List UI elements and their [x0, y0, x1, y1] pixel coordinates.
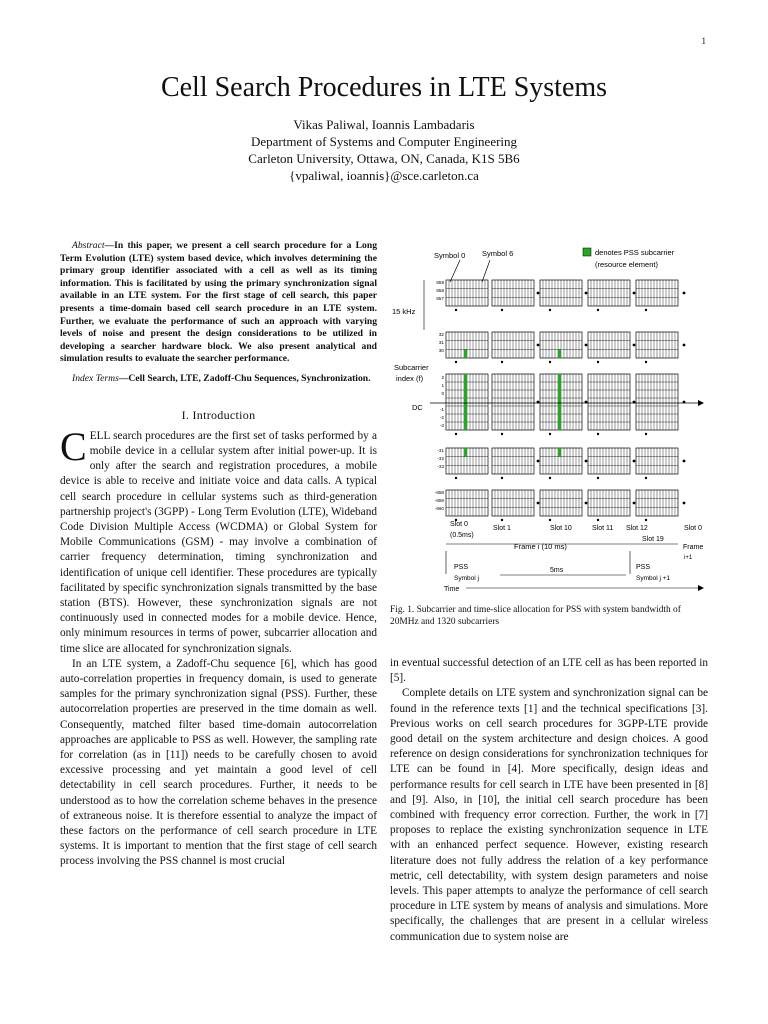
- abstract-text: —In this paper, we present a cell search procedure for a Long Term Evolution (LTE) system based device, which involves determining the primary group identifier associated with a cell as well as its timing information. This is facilitated by using the primary synchronization signal available in an LTE system. For the first stage of cell search, this paper presents a time-domain based cell search procedure in an LTE system. Further, we evaluate the performance of such an approach with varying levels of noise and present the design considerations to be utilized in developing a searcher hardware block. We also present analytical and simulation results to evaluate the searcher performance.: [60, 240, 377, 365]
- continuation-dot: [537, 292, 540, 295]
- row-label: 2: [441, 375, 444, 380]
- slot-label-11: Slot 11: [592, 525, 614, 532]
- row-label: -31: [437, 448, 444, 453]
- grid-block-mid-2: [540, 332, 582, 358]
- row-label: 31: [438, 340, 444, 345]
- grid-block-bot-1: [492, 490, 534, 516]
- symbol0-label: Symbol 0: [434, 251, 466, 260]
- continuation-dot: [537, 460, 540, 463]
- pss-subcarrier-cell: [464, 448, 467, 457]
- continuation-dot: [585, 460, 588, 463]
- continuation-dot: [683, 460, 686, 463]
- vertical-dot: [549, 433, 551, 435]
- vertical-dot: [501, 519, 503, 521]
- drop-cap: C: [60, 423, 87, 469]
- slot-label-12: Slot 12: [626, 525, 648, 532]
- pss-symbol-2: Symbol j +1: [636, 575, 671, 582]
- grid-block-top-3: [588, 280, 630, 306]
- grid-block-mid-0: [446, 332, 488, 358]
- right-column: [390, 656, 708, 945]
- grid-block-dc-3: [588, 374, 630, 430]
- grid-block-low-2: [540, 448, 582, 474]
- author-block: [0, 116, 768, 184]
- grid-block-mid-3: [588, 332, 630, 358]
- continuation-dot: [633, 344, 636, 347]
- vertical-dot: [597, 361, 599, 363]
- continuation-dot: [683, 292, 686, 295]
- pss-subcarrier-cell: [558, 374, 561, 430]
- right-paragraph-1: in eventual successful detection of an LTE cell as has been reported in [5].: [390, 657, 708, 685]
- slot-duration: (0.5ms): [450, 532, 474, 539]
- pss-subcarrier-cell: [558, 349, 561, 358]
- grid-block-top-1: [492, 280, 534, 306]
- affiliation-department: Department of Systems and Computer Engineering: [250, 134, 518, 149]
- figure-1: [390, 244, 712, 594]
- index-terms-text: —Cell Search, LTE, Zadoff-Chu Sequences, Synchronization.: [118, 372, 371, 384]
- row-label: 30: [438, 348, 444, 353]
- vertical-dot: [455, 309, 457, 311]
- affiliation-university: Carleton University, Ottawa, ON, Canada, K1S 5B6: [248, 151, 520, 166]
- vertical-dot: [501, 361, 503, 363]
- grid-block-bot-2: [540, 490, 582, 516]
- vertical-dot: [501, 433, 503, 435]
- row-labels: [435, 280, 445, 511]
- vertical-dot: [455, 433, 457, 435]
- dc-label: DC: [412, 403, 423, 412]
- author-emails: {vpaliwal, ioannis}@sce.carleton.ca: [289, 168, 479, 183]
- intro-paragraph-1: [60, 423, 377, 657]
- grid-block-dc-2: [540, 374, 582, 430]
- row-label: -2: [439, 415, 444, 420]
- continuation-dot: [633, 460, 636, 463]
- grid-block-dc-1: [492, 374, 534, 430]
- grid-block-low-4: [636, 448, 678, 474]
- grid-block-low-0: [446, 448, 488, 474]
- time-label: Time: [444, 586, 460, 593]
- slot-label-1: Slot 1: [493, 525, 511, 532]
- continuation-dot: [683, 344, 686, 347]
- grid-block-bot-0: [446, 490, 488, 516]
- vertical-dot: [455, 477, 457, 479]
- index-label: index (f): [396, 374, 424, 383]
- row-label: 32: [438, 332, 444, 337]
- frame-i-label: Frame i (10 ms): [514, 542, 567, 551]
- row-label: -3: [439, 423, 444, 428]
- grid-block-top-0: [446, 280, 488, 306]
- grid-block-top-4: [636, 280, 678, 306]
- legend-swatch: [583, 248, 591, 256]
- grid-block-bot-3: [588, 490, 630, 516]
- continuation-dot: [585, 344, 588, 347]
- continuation-dot: [633, 502, 636, 505]
- row-label: -32: [437, 456, 444, 461]
- vertical-dot: [645, 361, 647, 363]
- row-label: 658: [436, 288, 444, 293]
- pss-symbol-1: Symbol j: [454, 575, 479, 582]
- page-number: 1: [701, 36, 706, 46]
- vertical-dot: [501, 477, 503, 479]
- continuation-dot: [585, 502, 588, 505]
- vertical-dot: [597, 477, 599, 479]
- resource-grids: [446, 280, 685, 521]
- pss-allocation-diagram: [390, 244, 712, 594]
- continuation-dot: [683, 502, 686, 505]
- grid-block-bot-4: [636, 490, 678, 516]
- row-label: 657: [436, 296, 444, 301]
- right-paragraph-2: Complete details on LTE system and synchronization signal can be found in the reference texts [1] and the technical specifications [3]. Previous works on cell search procedures for 3GPP-LTE provide good detail on the system architecture and design choices. A good reference on design considerations for synchronization techniques for LTE can be found in [4]. More specifically, design ideas and performance results for cell search in LTE have been presented in [8] and [9]. Also, in [10], the initial cell search procedure has been combined with frequency error correction. Further, the work in [7] proposes to replace the existing synchronization sequence in LTE with an enhanced perfect sequence. However, existing research literature does not fully address the relation of a key performance metric, cell detectability, with system design parameters and noise levels. This paper attempts to analyze the performance of cell search procedure in LTE system by means of analysis and simulations. More specifically, the challenges that are present in a cellular wireless communication due to system noise are: [390, 687, 708, 943]
- pss-label-1: PSS: [454, 564, 469, 571]
- abstract-label: Abstract: [72, 240, 105, 251]
- vertical-dot: [597, 309, 599, 311]
- intro-paragraph-2: In an LTE system, a Zadoff-Chu sequence [6], which has good auto-correlation properties in frequency domain, is used to generate samples for the primary synchronization signal (PSS). Further, these autocorrelation properties are preserved in the time domain as well. Consequently, matched filter based time-domain autocorrelation approaches are applicable to PSS as well. However, the sampling rate for correlation (as in [11]) needs to be carefully chosen to avoid excessive processing and yet maintain a good level of cell detectability in cell search procedures. Further, it needs to be understood as to how the correlation scheme behaves in the presence of extraneous noise. It is therefore essential to analyze the impact of these factors on the performance of cell search procedure in LTE systems. It is important to mention that the first stage of cell search process involving the PSS channel is most crucial: [60, 657, 377, 868]
- index-terms: [60, 373, 377, 386]
- figure-caption: Fig. 1. Subcarrier and time-slice allocation for PSS with system bandwidth of 20MHz and 1320 subcarriers: [390, 605, 681, 627]
- dc-arrowhead: [698, 400, 704, 406]
- frame-next-index: i+1: [684, 555, 693, 561]
- row-label: -33: [437, 464, 444, 469]
- grid-block-low-3: [588, 448, 630, 474]
- row-label: -660: [434, 506, 444, 511]
- vertical-dot: [597, 519, 599, 521]
- vertical-dot: [645, 477, 647, 479]
- symbol6-label: Symbol 6: [482, 249, 514, 258]
- continuation-dot: [633, 292, 636, 295]
- pss-label-2: PSS: [636, 564, 651, 571]
- five-ms-label: 5ms: [550, 567, 564, 574]
- pss-subcarrier-cell: [464, 374, 467, 430]
- time-arrowhead: [698, 585, 704, 591]
- slot-label-0: Slot 0: [450, 521, 468, 528]
- vertical-dot: [645, 309, 647, 311]
- row-label: 1: [441, 383, 444, 388]
- grid-block-top-2: [540, 280, 582, 306]
- row-label: 659: [436, 280, 444, 285]
- abstract: [60, 240, 377, 366]
- frame-next-label: Frame: [683, 544, 704, 551]
- grid-block-dc-4: [636, 374, 678, 430]
- legend-label: denotes PSS subcarrier: [595, 248, 675, 257]
- slot-label-10: Slot 10: [550, 525, 572, 532]
- row-label: -658: [434, 490, 444, 495]
- grid-block-mid-4: [636, 332, 678, 358]
- authors: Vikas Paliwal, Ioannis Lambadaris: [293, 117, 475, 132]
- vertical-dot: [597, 433, 599, 435]
- intro-paragraph-1-text: ELL search procedures are the first set of tasks performed by a mobile device in a cellular system after initial power-up. It is only after the search and registration procedures, a mobile device is able to receive and initiate voice and data calls. A typical cell search procedure in cellular systems such as third-generation partnership project's (3GPP) - Long Term Evolution (LTE), Wideband Code Division Multiple Access (WCDMA) or Global System for Mobile Communications (GSM) - may involve a combination of carrier frequency determination, timing synchronization and identification of unique cell identifier. These procedures are typically facilitated by specific synchronization signals transmitted by the base station (BTS). However, these synchronization signals are not continuously used in connected modes for a mobile device. Hence, only minimum resources in terms of power, subcarrier allocation and time slice are allocated for synchronization signals.: [60, 429, 377, 655]
- continuation-dot: [537, 344, 540, 347]
- khz-label: 15 kHz: [392, 307, 416, 316]
- slot-label-0-next: Slot 0: [684, 525, 702, 532]
- continuation-dot: [537, 502, 540, 505]
- pss-subcarrier-cell: [464, 349, 467, 358]
- pss-subcarrier-cell: [558, 448, 561, 457]
- vertical-dot: [501, 309, 503, 311]
- grid-block-low-1: [492, 448, 534, 474]
- symbol0-pointer: [450, 260, 460, 282]
- row-label: -1: [439, 407, 444, 412]
- vertical-dot: [645, 433, 647, 435]
- grid-block-dc-0: [446, 374, 488, 430]
- index-terms-label: Index Terms: [72, 372, 119, 384]
- vertical-dot: [549, 309, 551, 311]
- vertical-dot: [549, 361, 551, 363]
- grid-block-mid-1: [492, 332, 534, 358]
- row-label: -659: [434, 498, 444, 503]
- paper-title: Cell Search Procedures in LTE Systems: [160, 72, 608, 103]
- section-heading: I. Introduction: [181, 407, 256, 422]
- symbol6-pointer: [482, 260, 490, 282]
- slot-label-19: Slot 19: [642, 536, 664, 543]
- vertical-dot: [455, 361, 457, 363]
- subcarrier-label: Subcarrier: [394, 363, 429, 372]
- vertical-dot: [645, 519, 647, 521]
- vertical-dot: [549, 477, 551, 479]
- row-label: 0: [441, 391, 444, 396]
- left-column: [60, 240, 377, 870]
- legend-label-2: (resource element): [595, 260, 658, 269]
- continuation-dot: [585, 292, 588, 295]
- vertical-dot: [549, 519, 551, 521]
